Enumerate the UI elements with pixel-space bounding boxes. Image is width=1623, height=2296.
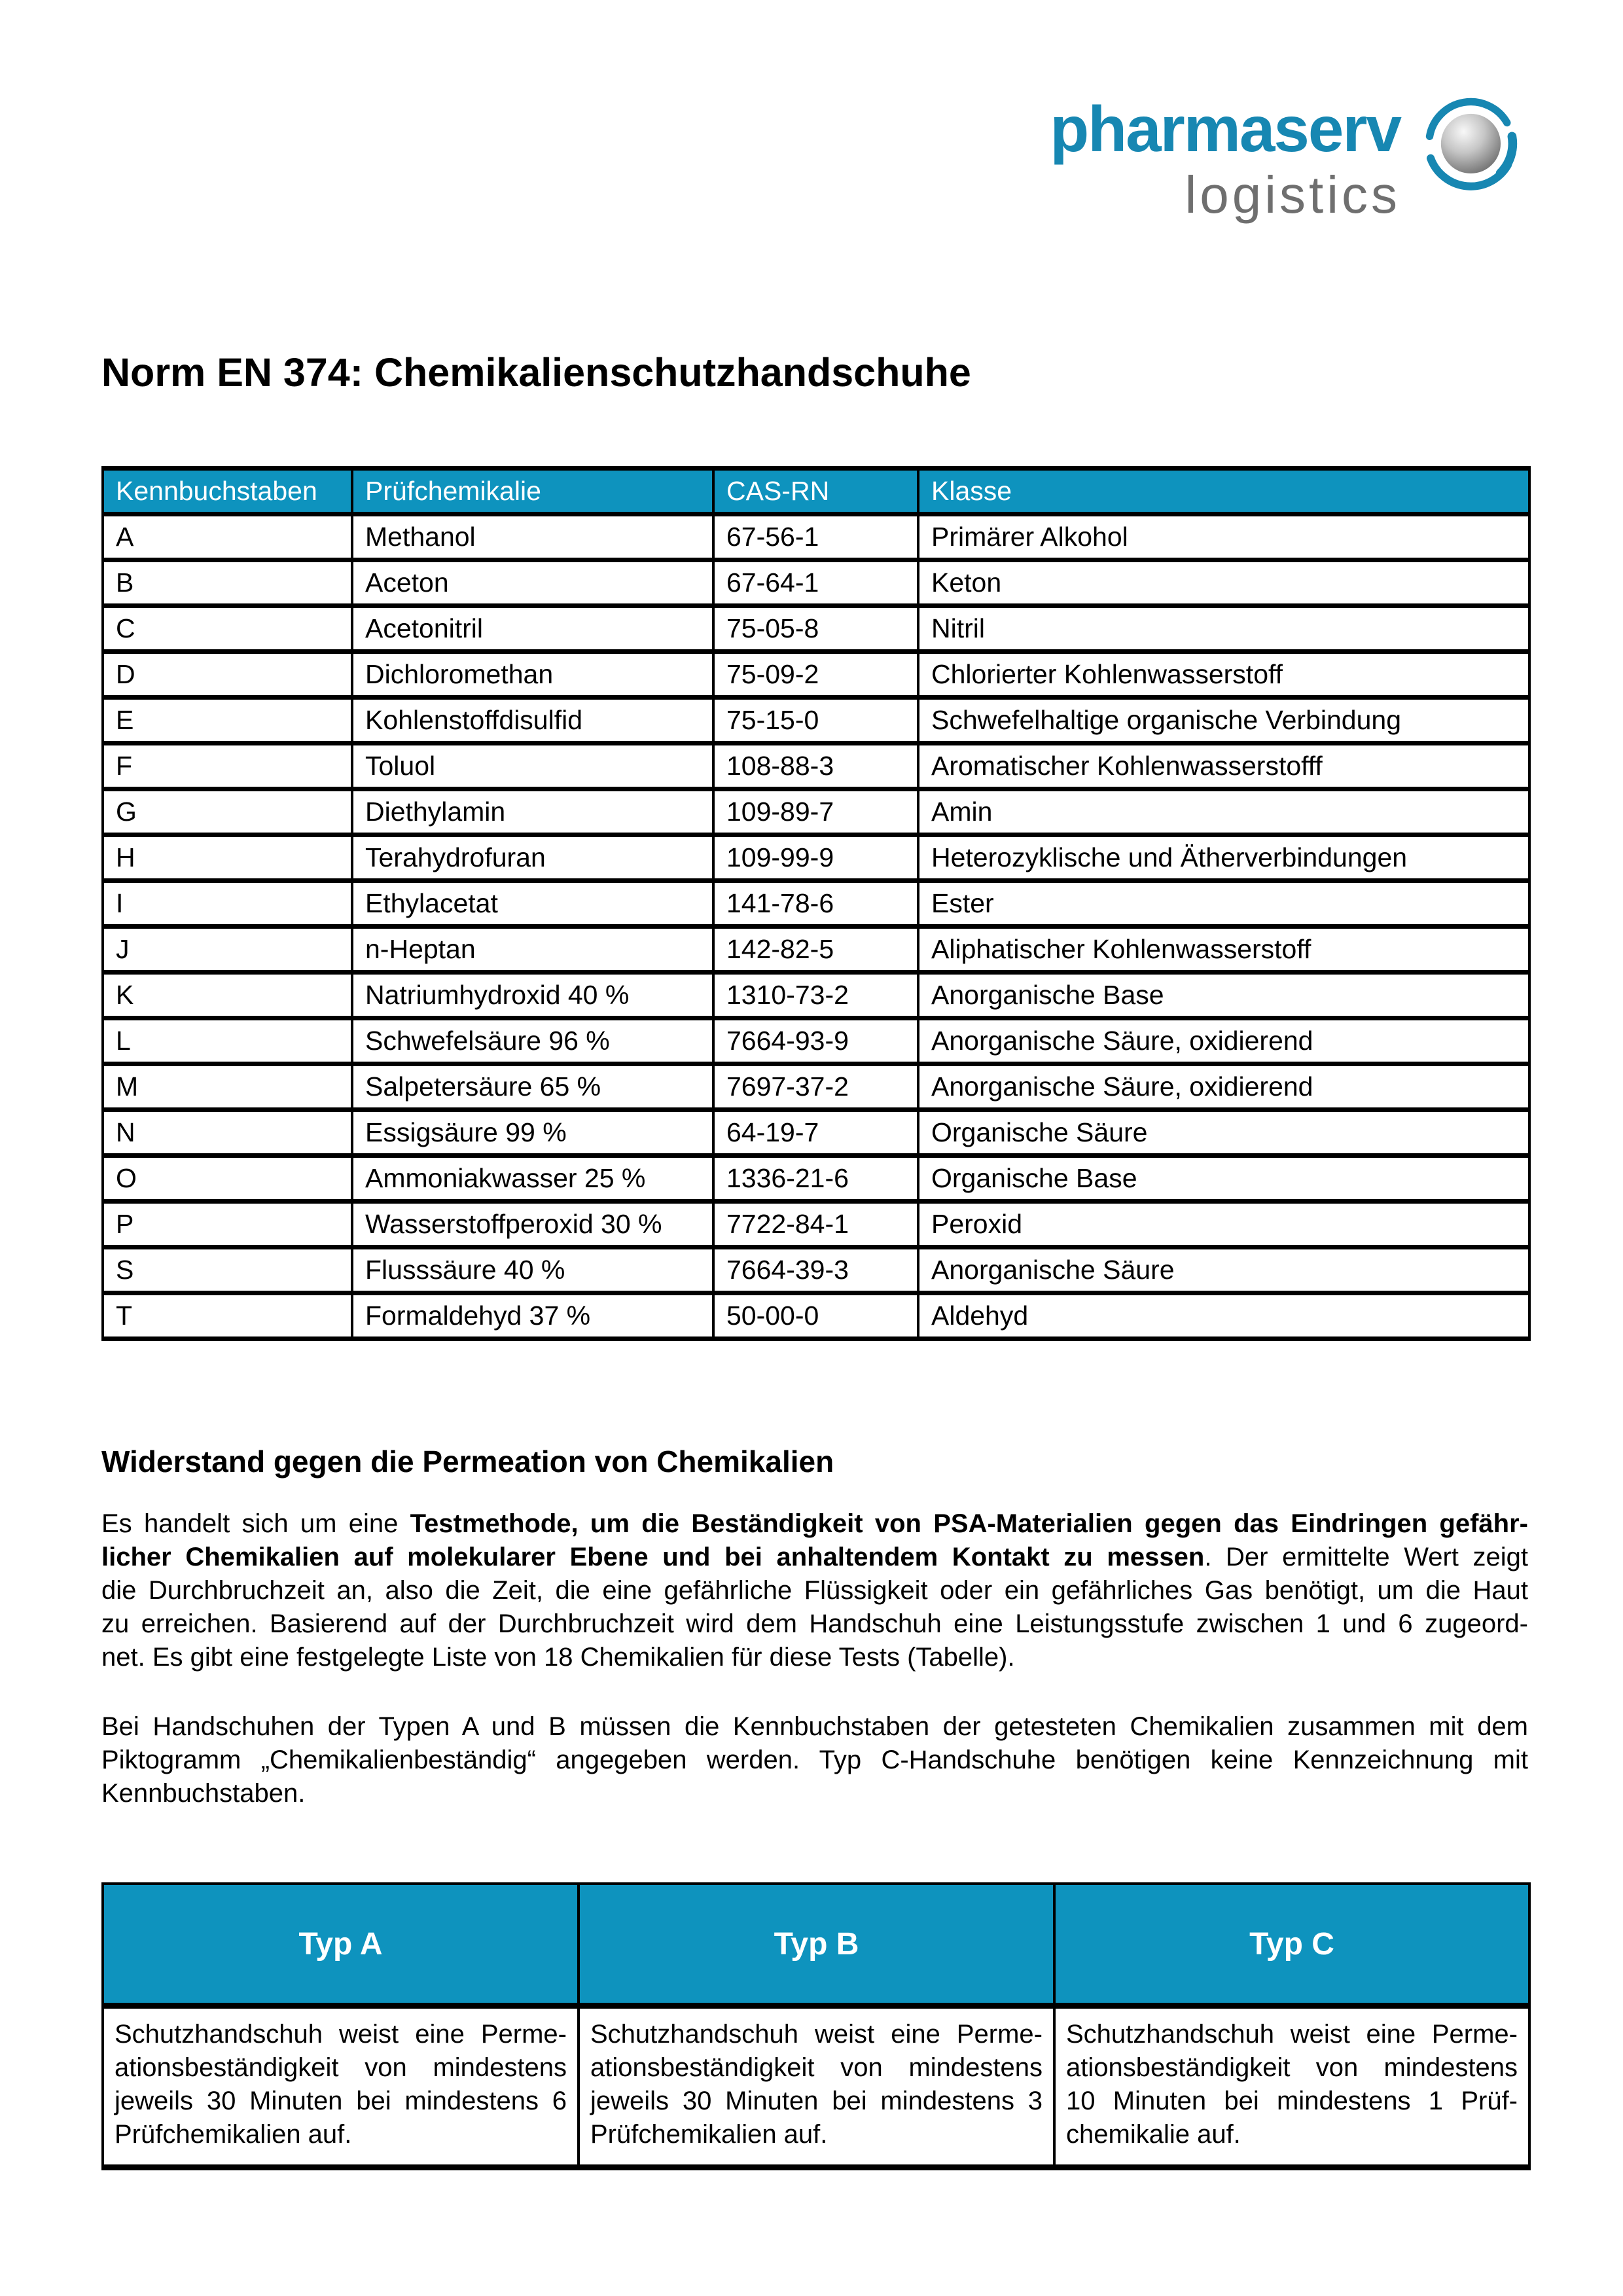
type-c-header: Typ C (1054, 1884, 1529, 2006)
text-line: ationsbeständigkeit von mindestens (1066, 2053, 1518, 2082)
table-row (103, 1156, 1529, 1202)
table-cell: 7697-37-2 (713, 1064, 918, 1110)
table-cell: Schwefelhaltige organische Verbindung (918, 698, 1529, 744)
text-line: Bei Handschuhen der Typen A und B müssen die Kennbuchstaben der getesteten Chemikalien zusammen mit dem (101, 1712, 1528, 1741)
table-row (103, 881, 1529, 927)
table-row (103, 652, 1529, 698)
row-letter-cell: N (103, 1110, 352, 1156)
table-cell: 142-82-5 (713, 927, 918, 973)
row-letter-cell: T (103, 1293, 352, 1339)
table-cell: 7664-93-9 (713, 1018, 918, 1064)
table-cell: Acetonitril (352, 606, 713, 652)
row-letter-cell: E (103, 698, 352, 744)
type-a-cell (103, 2006, 579, 2168)
row-letter-cell: I (103, 881, 352, 927)
table-row (103, 1247, 1529, 1293)
table-cell: Anorganische Säure, oxidierend (918, 1018, 1529, 1064)
table-cell: Kohlenstoffdisulfid (352, 698, 713, 744)
table-cell: Wasserstoffperoxid 30 % (352, 1202, 713, 1247)
table-cell: 7722-84-1 (713, 1202, 918, 1247)
table-cell: Aceton (352, 560, 713, 606)
row-letter-cell: C (103, 606, 352, 652)
glove-type-table (101, 1882, 1531, 2170)
row-letter-cell: S (103, 1247, 352, 1293)
text-line: jeweils 30 Minuten bei mindestens 6 (115, 2087, 567, 2115)
logo-text (1050, 93, 1400, 224)
table-cell: Schwefelsäure 96 % (352, 1018, 713, 1064)
table-row (103, 927, 1529, 973)
logo (1050, 93, 1524, 224)
table-cell: Anorganische Säure (918, 1247, 1529, 1293)
text-line: Piktogramm „Chemikalienbeständig“ angegeben werden. Typ C-Handschuhe benötigen keine Kennzeichnung mit (101, 1746, 1528, 1774)
text-line: licher Chemikalien auf molekularer Ebene und bei anhaltendem Kontakt zu messen. Der ermittelte Wert zeigt (101, 1543, 1528, 1571)
type-c-cell (1054, 2006, 1529, 2168)
text-line: ationsbeständigkeit von mindestens (590, 2053, 1043, 2082)
text-line: Schutzhandschuh weist eine Perme- (590, 2020, 1043, 2049)
text-line: jeweils 30 Minuten bei mindestens 3 (590, 2087, 1043, 2115)
table-cell: Aliphatischer Kohlenwasserstoff (918, 927, 1529, 973)
text-line: ationsbeständigkeit von mindestens (115, 2053, 567, 2082)
table-cell: 75-15-0 (713, 698, 918, 744)
text-line: Schutzhandschuh weist eine Perme- (115, 2020, 567, 2049)
table-cell: Formaldehyd 37 % (352, 1293, 713, 1339)
table-cell: 75-05-8 (713, 606, 918, 652)
row-letter-cell: B (103, 560, 352, 606)
table-cell: Natriumhydroxid 40 % (352, 973, 713, 1018)
row-letter-cell: G (103, 789, 352, 835)
text-line: net. Es gibt eine festgelegte Liste von 18 Chemikalien für diese Tests (Tabelle). (101, 1643, 1015, 1672)
table-cell: 108-88-3 (713, 744, 918, 789)
sphere (1441, 114, 1501, 173)
paragraph-permeation (101, 1507, 1528, 1674)
table-cell: Toluol (352, 744, 713, 789)
text-line: Kennbuchstaben. (101, 1779, 306, 1808)
table-cell: Aromatischer Kohlenwasserstofff (918, 744, 1529, 789)
table-cell: Amin (918, 789, 1529, 835)
sphere-orbit-icon (1424, 97, 1524, 196)
table-cell: Organische Säure (918, 1110, 1529, 1156)
text-line: Es handelt sich um eine Testmethode, um die Beständigkeit von PSA-Materialien gegen das Eindringen gefähr- (101, 1509, 1528, 1538)
row-letter-cell: O (103, 1156, 352, 1202)
column-header-kennbuchstaben: Kennbuchstaben (103, 469, 352, 514)
table-cell: Flusssäure 40 % (352, 1247, 713, 1293)
type-b-cell (579, 2006, 1054, 2168)
table-row (103, 514, 1529, 560)
table-row (103, 1018, 1529, 1064)
text-line: die Durchbruchzeit an, also die Zeit, die eine gefährliche Flüssigkeit oder ein gefährliches Gas benötigt, um die Haut (101, 1576, 1528, 1605)
table-cell: 67-56-1 (713, 514, 918, 560)
text-line: zu erreichen. Basierend auf der Durchbruchzeit wird dem Handschuh eine Leistungsstufe zwischen 1 und 6 zugeord- (101, 1609, 1528, 1638)
row-letter-cell: H (103, 835, 352, 881)
table-cell: Salpetersäure 65 % (352, 1064, 713, 1110)
table-cell: Organische Base (918, 1156, 1529, 1202)
row-letter-cell: D (103, 652, 352, 698)
column-header-cas-rn: CAS-RN (713, 469, 918, 514)
row-letter-cell: A (103, 514, 352, 560)
column-header-pruefchemikalie: Prüfchemikalie (352, 469, 713, 514)
row-letter-cell: J (103, 927, 352, 973)
type-table-body-row (103, 2006, 1529, 2168)
text-line: 10 Minuten bei mindestens 1 Prüf- (1066, 2087, 1518, 2115)
table-cell: 1310-73-2 (713, 973, 918, 1018)
text-line: chemikalie auf. (1066, 2120, 1241, 2149)
table-cell: Ethylacetat (352, 881, 713, 927)
table-cell: Anorganische Base (918, 973, 1529, 1018)
table-cell: 50-00-0 (713, 1293, 918, 1339)
column-header-klasse: Klasse (918, 469, 1529, 514)
table-cell: Nitril (918, 606, 1529, 652)
chemical-table-body (103, 514, 1529, 1339)
table-cell: Chlorierter Kohlenwasserstoff (918, 652, 1529, 698)
table-row (103, 1202, 1529, 1247)
paragraph-marking (101, 1710, 1528, 1810)
page-title: Norm EN 374: Chemikalienschutzhandschuhe (101, 350, 971, 395)
type-table-header-row (103, 1884, 1529, 2006)
logo-brand-text: pharmaserv (1050, 93, 1400, 165)
table-cell: Primärer Alkohol (918, 514, 1529, 560)
table-row (103, 560, 1529, 606)
row-letter-cell: P (103, 1202, 352, 1247)
table-header-row (103, 469, 1529, 514)
row-letter-cell: F (103, 744, 352, 789)
logo-sub-text: logistics (1185, 166, 1400, 224)
table-cell: Heterozyklische und Ätherverbindungen (918, 835, 1529, 881)
table-cell: Methanol (352, 514, 713, 560)
table-cell: 109-99-9 (713, 835, 918, 881)
table-cell: 141-78-6 (713, 881, 918, 927)
type-a-header: Typ A (103, 1884, 579, 2006)
text-line: Schutzhandschuh weist eine Perme- (1066, 2020, 1518, 2049)
table-cell: 64-19-7 (713, 1110, 918, 1156)
type-b-header: Typ B (579, 1884, 1054, 2006)
table-cell: 1336-21-6 (713, 1156, 918, 1202)
table-row (103, 789, 1529, 835)
table-cell: Terahydrofuran (352, 835, 713, 881)
table-cell: Peroxid (918, 1202, 1529, 1247)
row-letter-cell: M (103, 1064, 352, 1110)
table-row (103, 744, 1529, 789)
section-heading: Widerstand gegen die Permeation von Chemikalien (101, 1444, 834, 1479)
table-cell: Ester (918, 881, 1529, 927)
table-cell: 109-89-7 (713, 789, 918, 835)
table-cell: Anorganische Säure, oxidierend (918, 1064, 1529, 1110)
table-cell: 7664-39-3 (713, 1247, 918, 1293)
row-letter-cell: K (103, 973, 352, 1018)
table-cell: Essigsäure 99 % (352, 1110, 713, 1156)
chemical-table (101, 466, 1531, 1341)
table-cell: Ammoniakwasser 25 % (352, 1156, 713, 1202)
text-line: Prüfchemikalien auf. (115, 2120, 352, 2149)
table-cell: Keton (918, 560, 1529, 606)
table-row (103, 606, 1529, 652)
table-row (103, 1293, 1529, 1339)
table-cell: Diethylamin (352, 789, 713, 835)
table-cell: Aldehyd (918, 1293, 1529, 1339)
table-row (103, 835, 1529, 881)
table-cell: n-Heptan (352, 927, 713, 973)
table-cell: 75-09-2 (713, 652, 918, 698)
table-row (103, 1064, 1529, 1110)
table-row (103, 1110, 1529, 1156)
table-cell: Dichloromethan (352, 652, 713, 698)
table-row (103, 973, 1529, 1018)
table-cell: 67-64-1 (713, 560, 918, 606)
table-row (103, 698, 1529, 744)
row-letter-cell: L (103, 1018, 352, 1064)
text-line: Prüfchemikalien auf. (590, 2120, 828, 2149)
